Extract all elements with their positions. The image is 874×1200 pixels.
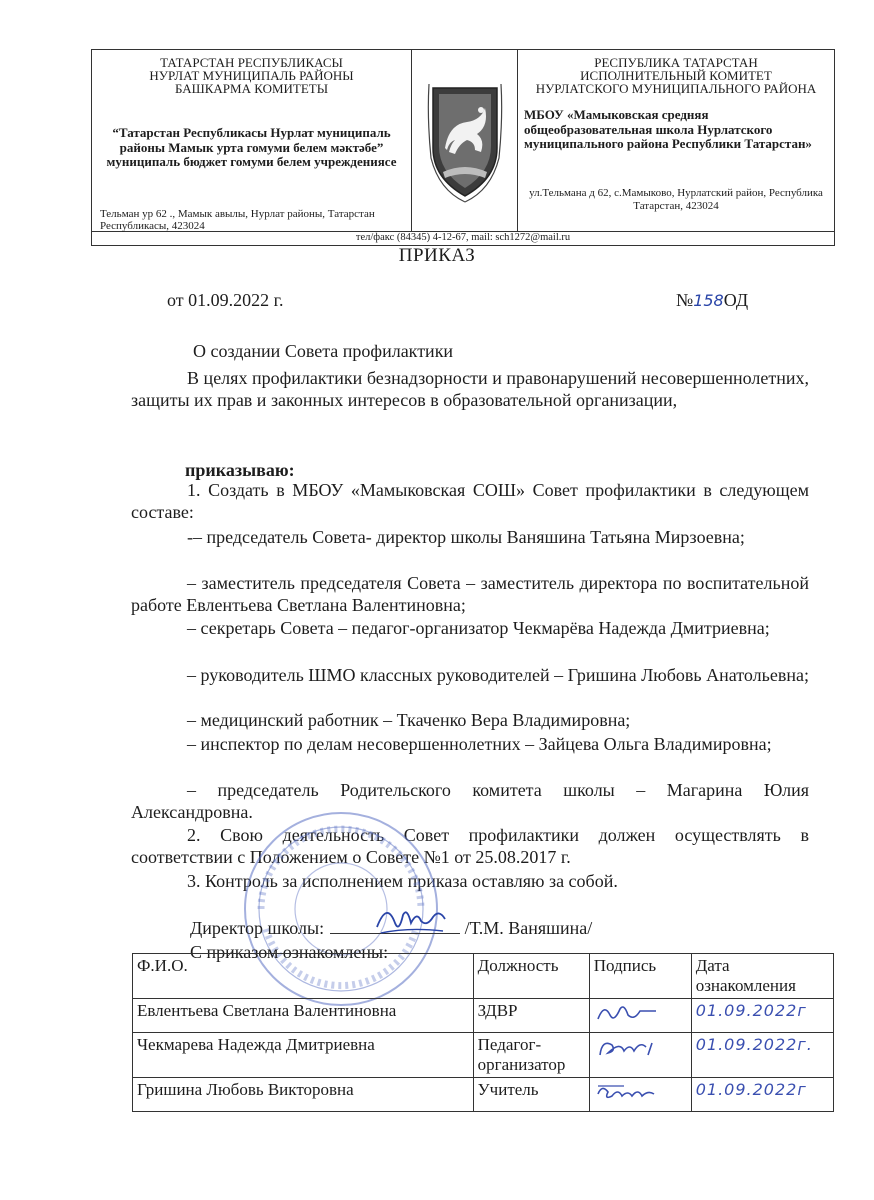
- order-item: -– председатель Совета- директор школы Ваняшина Татьяна Мирзоевна;: [187, 527, 745, 547]
- coat-of-arms-icon: [419, 78, 511, 206]
- letterhead-russian: [518, 50, 834, 231]
- column-header-signature: Подпись: [589, 954, 691, 999]
- table-row: [133, 999, 834, 1033]
- signature-icon: [594, 1080, 664, 1104]
- order-item: – инспектор по делам несовершеннолетних – Зайцева Ольга Владимировна;: [187, 734, 772, 754]
- russian-org-name: МБОУ «Мамыковская средняя общеобразовательная школа Нурлатского муниципального района Республики Татарстан»: [524, 107, 812, 151]
- letterhead: [91, 49, 835, 232]
- russian-line-2: ИСПОЛНИТЕЛЬНЫЙ КОМИТЕТ: [580, 68, 772, 83]
- order-subject: О создании Совета профилактики: [193, 341, 454, 361]
- order-number-handwritten: 158: [693, 291, 724, 310]
- order-date: от 01.09.2022 г.: [167, 290, 284, 310]
- row-date: [691, 1078, 833, 1112]
- russian-line-1: РЕСПУБЛИКА ТАТАРСТАН: [594, 55, 758, 70]
- order-item-1-block: [131, 479, 809, 523]
- order-item-5-block: [131, 664, 809, 686]
- signature-icon: [594, 1001, 664, 1025]
- order-item: – руководитель ШМО классных руководителей – Гришина Любовь Анатольевна;: [187, 665, 809, 685]
- letterhead-tatar: [92, 50, 412, 231]
- order-preamble-block: [131, 367, 809, 411]
- row-date-handwritten: 01.09.2022г: [695, 1080, 807, 1099]
- row-position: Педагог-организатор: [473, 1033, 589, 1078]
- order-item: – медицинский работник – Ткаченко Вера Владимировна;: [187, 710, 631, 730]
- column-header-date: Дата ознакомления: [691, 954, 833, 999]
- row-name: Евлентьева Светлана Валентиновна: [133, 999, 474, 1033]
- row-date-handwritten: 01.09.2022г: [695, 1001, 807, 1020]
- row-date: [691, 1033, 833, 1078]
- order-word-block: [131, 459, 809, 481]
- contact-line: тел/факс (84345) 4-12-67, mail: sch1272@mail.ru: [91, 231, 835, 246]
- order-item-8-block: [131, 779, 809, 823]
- russian-line-3: НУРЛАТСКОГО МУНИЦИПАЛЬНОГО РАЙОНА: [535, 81, 817, 96]
- order-item: 2. Свою деятельность Совет профилактики должен осуществлять в соответствии с Положением о Совете №1 от 25.08.2017 г.: [131, 825, 809, 867]
- row-name: Чекмарева Надежда Дмитриевна: [133, 1033, 474, 1078]
- order-item: – председатель Родительского комитета школы – Магарина Юлия Александровна.: [131, 780, 809, 822]
- column-header-name: Ф.И.О.: [133, 954, 474, 999]
- table-row: [133, 1078, 834, 1112]
- order-number-prefix: №: [676, 290, 694, 310]
- letterhead-emblem-cell: [412, 50, 518, 231]
- order-item-2-block: [131, 526, 809, 548]
- tatar-line-3: БАШКАРМА КОМИТЕТЫ: [174, 81, 329, 96]
- acknowledgement-label: С приказом ознакомлены:: [190, 942, 389, 962]
- acknowledgement-table: [132, 953, 834, 1112]
- row-position: ЗДВР: [473, 999, 589, 1033]
- director-signature-icon: [373, 897, 448, 942]
- order-item: 3. Контроль за исполнением приказа оставляю за собой.: [187, 871, 618, 891]
- signature-label: Директор школы:: [190, 918, 325, 938]
- row-signature: [589, 999, 691, 1033]
- row-date: [691, 999, 833, 1033]
- row-date-handwritten: 01.09.2022г.: [695, 1035, 813, 1054]
- row-position: Учитель: [473, 1078, 589, 1112]
- order-word: приказываю:: [185, 460, 295, 480]
- table-row: [133, 1033, 834, 1078]
- order-item-10-block: [131, 870, 809, 892]
- row-name: Гришина Любовь Викторовна: [133, 1078, 474, 1112]
- order-preamble: В целях профилактики безнадзорности и правонарушений несовершеннолетних, защиты их прав и законных интересов в образовательной организации,: [131, 368, 809, 410]
- order-item-3-block: [131, 572, 809, 616]
- russian-address: ул.Тельмана д 62, с.Мамыково, Нурлатский район, Республика Татарстан, 423024: [529, 187, 823, 212]
- order-item-6-block: [131, 709, 809, 731]
- order-item: 1. Создать в МБОУ «Мамыковская СОШ» Совет профилактики в следующем составе:: [131, 480, 809, 522]
- tatar-line-2: НУРЛАТ МУНИЦИПАЛЬ РАЙОНЫ: [149, 68, 354, 83]
- tatar-org-name: “Татарстан Республикасы Нурлат муниципаль районы Мамык урта гомуми белем мәктәбе” муниципаль бюджет гомуми белем учреждениясе: [106, 125, 397, 169]
- row-signature: [589, 1033, 691, 1078]
- order-item-7-block: [131, 733, 809, 755]
- order-item: – секретарь Совета – педагог-организатор Чекмарёва Надежда Дмитриевна;: [187, 618, 770, 638]
- order-item-9-block: [131, 824, 809, 868]
- tatar-address: Тельман ур 62 ., Мамык авылы, Нурлат районы, Татарстан Республикасы, 423024: [100, 208, 375, 232]
- column-header-position: Должность: [473, 954, 589, 999]
- signature-name: /Т.М. Ваняшина/: [464, 918, 593, 938]
- document-title: ПРИКАЗ: [398, 245, 476, 266]
- order-item-4-block: [131, 617, 809, 639]
- order-item: – заместитель председателя Совета – заместитель директора по воспитательной работе Евлентьева Светлана Валентиновна;: [131, 573, 809, 615]
- signature-icon: [594, 1035, 664, 1059]
- order-number-suffix: ОД: [723, 290, 749, 310]
- row-signature: [589, 1078, 691, 1112]
- table-header-row: [133, 954, 834, 999]
- tatar-line-1: ТАТАРСТАН РЕСПУБЛИКАСЫ: [160, 55, 343, 70]
- order-number: [676, 290, 748, 311]
